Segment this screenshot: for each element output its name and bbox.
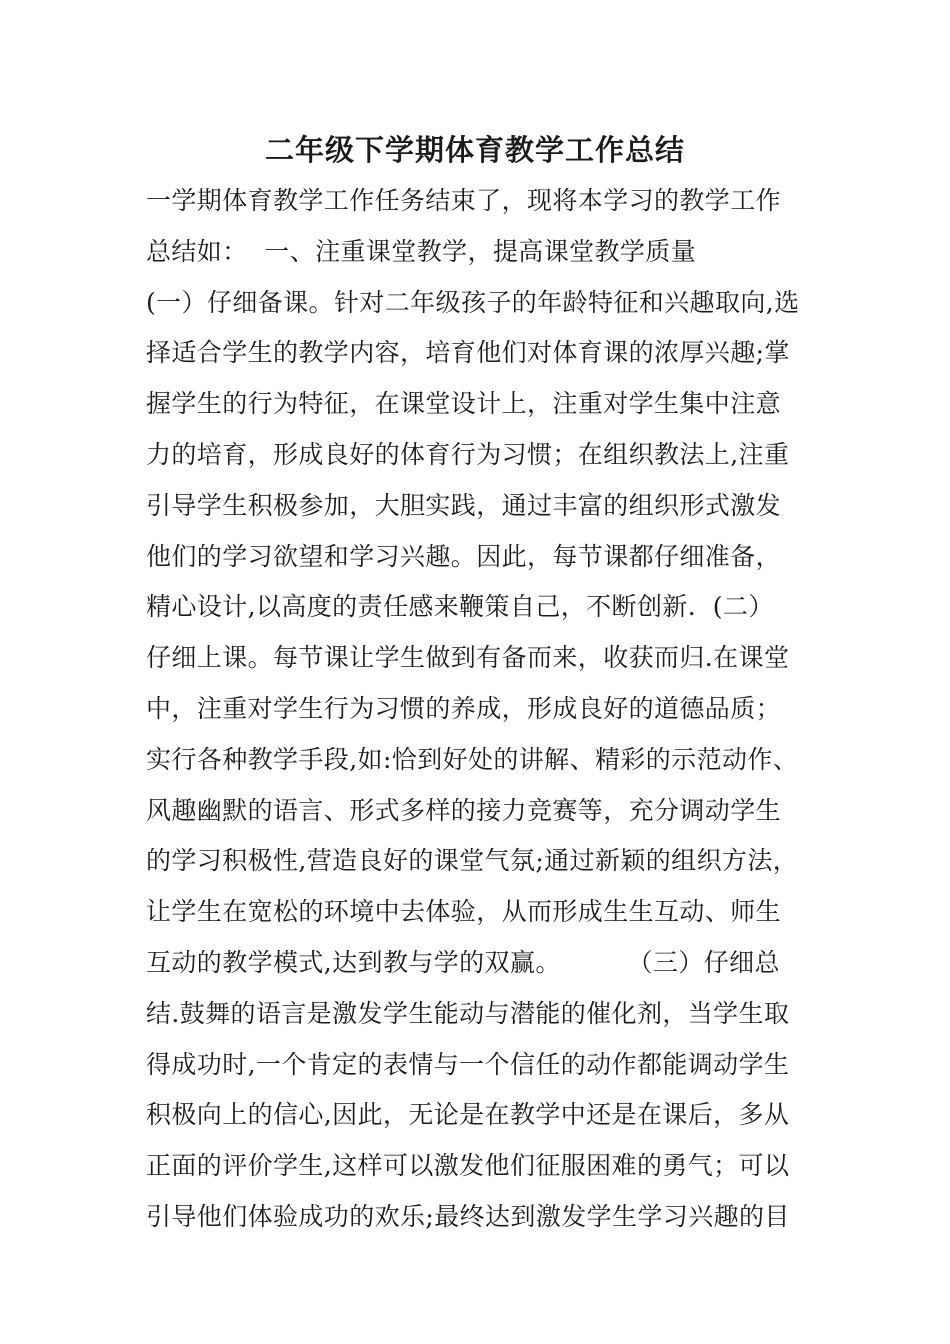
body-line: 让学生在宽松的环境中去体验，从而形成生生互动、师生: [146, 897, 782, 927]
body-line: 得成功时,一个肯定的表情与一个信任的动作都能调动学生: [146, 1049, 790, 1079]
body-line: 互动的教学模式,达到教与学的双赢。 （三）仔细总: [146, 947, 780, 977]
body-line: (一）仔细备课。针对二年级孩子的年龄特征和兴趣取向,选: [146, 287, 800, 317]
body-line: 积极向上的信心,因此，无论是在教学中还是在课后，多从: [146, 1100, 790, 1130]
document-title: 二年级下学期体育教学工作总结: [264, 133, 685, 167]
body-line: 他们的学习欲望和学习兴趣。因此，每节课都仔细准备，: [146, 541, 782, 571]
body-line: 握学生的行为特征，在课堂设计上，注重对学生集中注意: [146, 389, 782, 419]
body-line: 力的培育，形成良好的体育行为习惯；在组织教法上,注重: [146, 439, 790, 469]
body-line: 精心设计,以高度的责任感来鞭策自己，不断创新. (二）: [146, 592, 774, 622]
body-line: 引导他们体验成功的欢乐;最终达到激发学生学习兴趣的目: [146, 1201, 790, 1231]
body-line: 风趣幽默的语言、形式多样的接力竞赛等，充分调动学生: [146, 795, 782, 825]
body-line: 一学期体育教学工作任务结束了，现将本学习的教学工作: [146, 186, 782, 215]
body-line: 结.鼓舞的语言是激发学生能动与潜能的催化剂，当学生取: [146, 998, 790, 1028]
body-line: 实行各种教学手段,如:恰到好处的讲解、精彩的示范动作、: [146, 744, 799, 774]
body-line: 的学习积极性,营造良好的课堂气氛;通过新颖的组织方法，: [146, 846, 799, 876]
body-line: 正面的评价学生,这样可以激发他们征服困难的勇气；可以: [146, 1151, 790, 1181]
body-line: 仔细上课。每节课让学生做到有备而来，收获而归.在课堂: [146, 643, 790, 673]
body-line: 中，注重对学生行为习惯的养成，形成良好的道德品质；: [146, 693, 782, 723]
document-body: [146, 176, 810, 1243]
body-line: 择适合学生的教学内容，培育他们对体育课的浓厚兴趣;掌: [146, 338, 790, 368]
body-line: 总结如： 一、注重课堂教学，提高课堂教学质量: [146, 236, 697, 266]
body-line: 引导学生积极参加，大胆实践，通过丰富的组织形式激发: [146, 490, 782, 520]
